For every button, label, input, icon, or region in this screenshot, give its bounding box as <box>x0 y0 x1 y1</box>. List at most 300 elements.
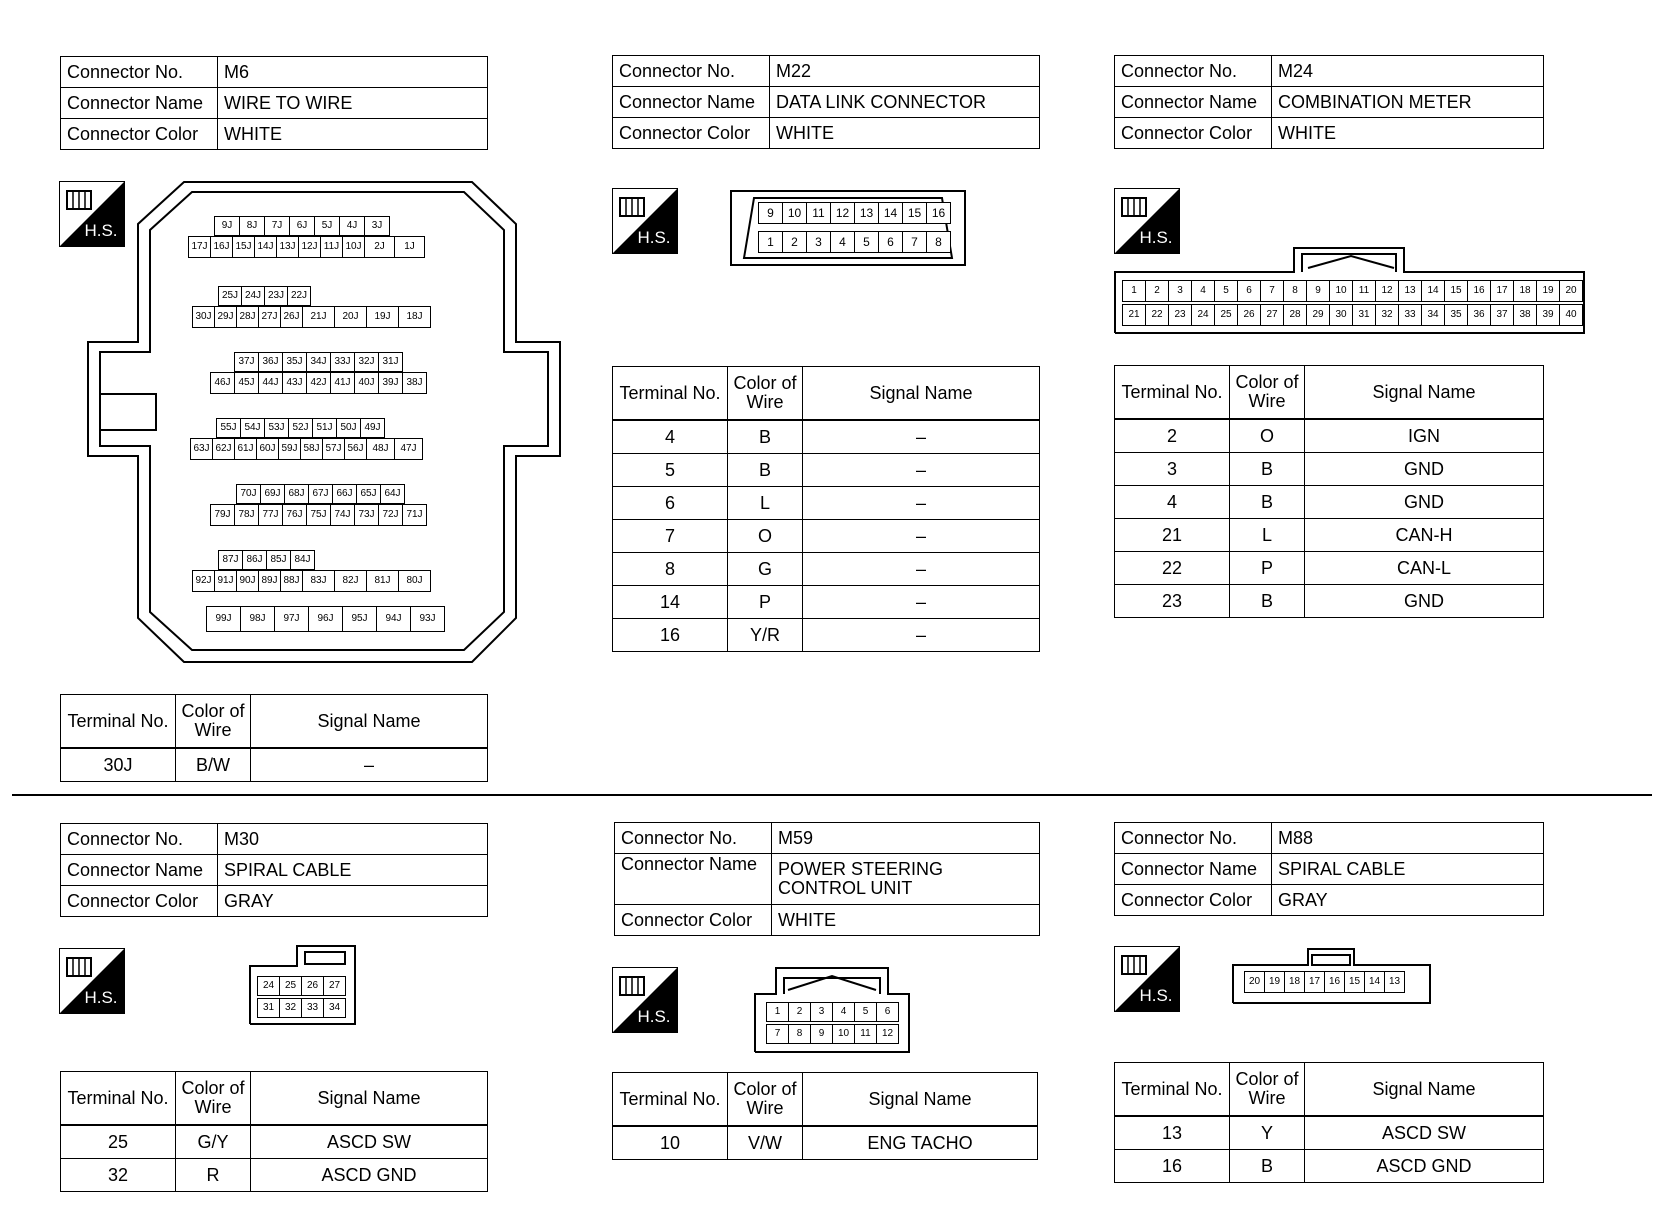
pin-cell: 15 <box>1344 971 1365 993</box>
connector-name-label: Connector Name <box>1115 87 1272 118</box>
m30-pin-grid <box>249 944 357 1026</box>
wire-color-cell: G/Y <box>176 1125 251 1159</box>
pin-cell: 8 <box>1283 280 1307 302</box>
wire-color-cell: V/W <box>728 1126 803 1160</box>
pin-cell: 80J <box>398 570 431 592</box>
color-of-wire-line-2: Wire <box>1248 1088 1286 1108</box>
m22-terminal-table <box>612 366 1040 652</box>
section-divider <box>12 794 1652 796</box>
color-of-wire-line-2: Wire <box>746 1098 784 1118</box>
terminal-no-cell: 30J <box>61 748 176 782</box>
m24-connector-no: M24 <box>1272 56 1544 87</box>
pin-cell: 4 <box>832 1002 855 1022</box>
pin-cell: 30J <box>192 306 215 328</box>
table-row <box>613 586 1040 619</box>
pin-cell: 2 <box>1145 280 1169 302</box>
pin-cell: 14 <box>1364 971 1385 993</box>
pin-cell: 26 <box>1237 304 1261 326</box>
pin-cell: 33J <box>330 352 355 372</box>
pin-cell: 81J <box>366 570 399 592</box>
pin-cell: 3J <box>364 216 390 236</box>
signal-name-header: Signal Name <box>251 695 488 749</box>
pin-cell: 3 <box>1168 280 1192 302</box>
pin-cell: 40J <box>354 372 379 394</box>
harness-side-icon <box>612 967 678 1033</box>
pin-cell: 2J <box>364 236 395 258</box>
pin-cell: 94J <box>376 606 411 632</box>
pin-cell: 22 <box>1145 304 1169 326</box>
pin-cell: 4 <box>830 231 855 253</box>
terminal-no-cell: 16 <box>1115 1150 1230 1183</box>
pin-cell: 74J <box>330 504 355 526</box>
wire-color-cell: O <box>728 520 803 553</box>
pin-cell: 29 <box>1306 304 1330 326</box>
hs-label: H.S. <box>637 1007 671 1026</box>
pin-cell: 26 <box>301 976 324 996</box>
pin-cell: 56J <box>344 438 367 460</box>
m6-connector-color: WHITE <box>218 119 488 150</box>
pin-cell: 11J <box>320 236 343 258</box>
pin-cell: 1 <box>758 231 783 253</box>
pin-cell: 54J <box>240 418 265 438</box>
signal-name-header: Signal Name <box>803 367 1040 421</box>
hs-label: H.S. <box>637 228 671 247</box>
pin-cell: 18 <box>1284 971 1305 993</box>
m6-terminal-table <box>60 694 488 782</box>
pin-cell: 33 <box>1398 304 1422 326</box>
color-of-wire-line-1: Color of <box>1235 1069 1299 1089</box>
pin-cell: 10J <box>342 236 365 258</box>
pin-cell: 96J <box>308 606 343 632</box>
wire-color-cell: B <box>1230 1150 1305 1183</box>
pin-cell: 57J <box>322 438 345 460</box>
signal-name-cell: ASCD GND <box>251 1159 488 1192</box>
pin-cell: 78J <box>234 504 259 526</box>
m59-connector-name <box>772 854 1040 905</box>
m22-pin-grid <box>730 190 966 266</box>
pin-cell: 34 <box>323 998 346 1018</box>
signal-name-cell: IGN <box>1305 419 1544 453</box>
pin-cell: 38 <box>1513 304 1537 326</box>
pin-cell: 6 <box>1237 280 1261 302</box>
m24-info-table <box>1114 55 1544 149</box>
wire-color-cell: B <box>728 420 803 454</box>
pin-cell: 26J <box>280 306 303 328</box>
pin-cell: 84J <box>290 550 315 570</box>
signal-name-cell: GND <box>1305 585 1544 618</box>
pin-cell: 6 <box>876 1002 899 1022</box>
table-row <box>61 748 488 782</box>
terminal-no-cell: 32 <box>61 1159 176 1192</box>
pin-cell: 93J <box>410 606 445 632</box>
table-row <box>61 1159 488 1192</box>
pin-cell: 62J <box>212 438 235 460</box>
signal-name-cell: – <box>803 487 1040 520</box>
pin-cell: 98J <box>240 606 275 632</box>
pin-cell: 47J <box>394 438 423 460</box>
pin-cell: 10 <box>1329 280 1353 302</box>
pin-cell: 30 <box>1329 304 1353 326</box>
pin-cell: 3 <box>810 1002 833 1022</box>
pin-cell: 21J <box>302 306 335 328</box>
signal-name-cell: ASCD SW <box>1305 1116 1544 1150</box>
terminal-no-cell: 16 <box>613 619 728 652</box>
pin-cell: 23 <box>1168 304 1192 326</box>
pin-cell: 12 <box>1375 280 1399 302</box>
table-row <box>613 454 1040 487</box>
m59-info-table <box>614 822 1040 936</box>
pin-cell: 19J <box>366 306 399 328</box>
connector-no-label: Connector No. <box>615 823 772 854</box>
pin-cell: 23J <box>264 286 288 306</box>
pin-cell: 20 <box>1559 280 1583 302</box>
pin-cell: 10 <box>782 202 807 224</box>
pin-cell: 82J <box>334 570 367 592</box>
pin-cell: 89J <box>258 570 281 592</box>
m88-connector-color: GRAY <box>1272 885 1544 916</box>
pin-cell: 50J <box>336 418 361 438</box>
m6-info-table <box>60 56 488 150</box>
pin-cell: 35J <box>282 352 307 372</box>
terminal-no-cell: 6 <box>613 487 728 520</box>
pin-cell: 13J <box>276 236 299 258</box>
terminal-no-header: Terminal No. <box>613 367 728 421</box>
harness-side-icon <box>59 948 125 1014</box>
pin-cell: 53J <box>264 418 289 438</box>
signal-name-cell: ASCD SW <box>251 1125 488 1159</box>
pin-cell: 22J <box>287 286 311 306</box>
pin-cell: 25J <box>218 286 242 306</box>
pin-cell: 37 <box>1490 304 1514 326</box>
pin-cell: 16 <box>1467 280 1491 302</box>
table-row <box>1115 453 1544 486</box>
table-row <box>1115 519 1544 552</box>
pin-cell: 1 <box>1122 280 1146 302</box>
m30-info-table <box>60 823 488 917</box>
pin-cell: 20 <box>1244 971 1265 993</box>
terminal-no-header: Terminal No. <box>1115 366 1230 420</box>
pin-cell: 11 <box>1352 280 1376 302</box>
m22-connector-color: WHITE <box>770 118 1040 149</box>
pin-cell: 12J <box>298 236 321 258</box>
pin-cell: 36J <box>258 352 283 372</box>
connector-color-label: Connector Color <box>1115 885 1272 916</box>
connector-name-label: Connector Name <box>1115 854 1272 885</box>
wire-color-cell: L <box>728 487 803 520</box>
pin-cell: 5J <box>314 216 340 236</box>
table-row <box>1115 552 1544 585</box>
pin-cell: 99J <box>206 606 241 632</box>
pin-cell: 32 <box>1375 304 1399 326</box>
pin-cell: 9 <box>758 202 783 224</box>
pin-cell: 71J <box>402 504 427 526</box>
harness-side-icon <box>1114 188 1180 254</box>
pin-cell: 11 <box>854 1024 877 1044</box>
table-row <box>1115 1150 1544 1183</box>
terminal-no-cell: 4 <box>1115 486 1230 519</box>
m59-terminal-table <box>612 1072 1038 1160</box>
pin-cell: 9 <box>1306 280 1330 302</box>
connector-color-label: Connector Color <box>61 119 218 150</box>
color-of-wire-header <box>1230 1063 1305 1117</box>
pin-cell: 92J <box>192 570 215 592</box>
pin-cell: 13 <box>1384 971 1405 993</box>
m59-pin-grid <box>754 966 910 1054</box>
pin-cell: 36 <box>1467 304 1491 326</box>
pin-cell: 63J <box>190 438 213 460</box>
pin-cell: 25 <box>279 976 302 996</box>
terminal-no-cell: 10 <box>613 1126 728 1160</box>
color-of-wire-line-1: Color of <box>1235 372 1299 392</box>
m24-pin-grid <box>1114 246 1586 334</box>
pin-cell: 34J <box>306 352 331 372</box>
pin-cell: 9J <box>214 216 240 236</box>
m30-connector-name: SPIRAL CABLE <box>218 855 488 886</box>
pin-cell: 7 <box>766 1024 789 1044</box>
m59-name-line-2: CONTROL UNIT <box>778 878 913 898</box>
signal-name-cell: – <box>803 553 1040 586</box>
pin-cell: 28 <box>1283 304 1307 326</box>
pin-cell: 39J <box>378 372 403 394</box>
terminal-no-cell: 5 <box>613 454 728 487</box>
terminal-no-header: Terminal No. <box>61 1072 176 1126</box>
pin-cell: 40 <box>1559 304 1583 326</box>
pin-cell: 29J <box>214 306 237 328</box>
pin-cell: 5 <box>854 231 879 253</box>
color-of-wire-header <box>176 1072 251 1126</box>
wire-color-cell: B <box>728 454 803 487</box>
terminal-no-cell: 21 <box>1115 519 1230 552</box>
pin-cell: 13 <box>1398 280 1422 302</box>
pin-cell: 33 <box>301 998 324 1018</box>
pin-cell: 5 <box>854 1002 877 1022</box>
pin-cell: 12 <box>830 202 855 224</box>
pin-cell: 17 <box>1490 280 1514 302</box>
harness-side-icon <box>612 188 678 254</box>
m88-terminal-table <box>1114 1062 1544 1183</box>
pin-cell: 58J <box>300 438 323 460</box>
pin-cell: 5 <box>1214 280 1238 302</box>
connector-no-label: Connector No. <box>61 824 218 855</box>
pin-cell: 14J <box>254 236 277 258</box>
signal-name-cell: – <box>803 454 1040 487</box>
pin-cell: 21 <box>1122 304 1146 326</box>
pin-cell: 8J <box>239 216 265 236</box>
terminal-no-cell: 23 <box>1115 585 1230 618</box>
pin-cell: 20J <box>334 306 367 328</box>
pin-cell: 19 <box>1264 971 1285 993</box>
pin-cell: 72J <box>378 504 403 526</box>
connector-no-label: Connector No. <box>613 56 770 87</box>
pin-cell: 34 <box>1421 304 1445 326</box>
pin-cell: 7 <box>1260 280 1284 302</box>
pin-cell: 4J <box>339 216 365 236</box>
m6-connector-name: WIRE TO WIRE <box>218 88 488 119</box>
wire-color-cell: B <box>1230 585 1305 618</box>
color-of-wire-header <box>728 367 803 421</box>
signal-name-cell: – <box>803 619 1040 652</box>
pin-cell: 7 <box>902 231 927 253</box>
terminal-no-header: Terminal No. <box>613 1073 728 1127</box>
table-row <box>613 420 1040 454</box>
m88-pin-grid <box>1232 947 1432 1005</box>
pin-cell: 4 <box>1191 280 1215 302</box>
signal-name-cell: GND <box>1305 453 1544 486</box>
pin-cell: 24J <box>241 286 265 306</box>
pin-cell: 85J <box>266 550 291 570</box>
pin-cell: 10 <box>832 1024 855 1044</box>
pin-cell: 45J <box>234 372 259 394</box>
m6-pin-grid <box>86 180 566 680</box>
pin-cell: 66J <box>332 484 357 504</box>
pin-cell: 49J <box>360 418 385 438</box>
color-of-wire-line-1: Color of <box>181 701 245 721</box>
pin-cell: 14 <box>878 202 903 224</box>
pin-cell: 79J <box>210 504 235 526</box>
m30-connector-no: M30 <box>218 824 488 855</box>
pin-cell: 73J <box>354 504 379 526</box>
terminal-no-cell: 3 <box>1115 453 1230 486</box>
pin-cell: 16 <box>926 202 951 224</box>
signal-name-cell: CAN-H <box>1305 519 1544 552</box>
pin-cell: 35 <box>1444 304 1468 326</box>
pin-cell: 91J <box>214 570 237 592</box>
connector-color-label: Connector Color <box>1115 118 1272 149</box>
wire-color-cell: B <box>1230 453 1305 486</box>
m30-terminal-table <box>60 1071 488 1192</box>
m24-terminal-table <box>1114 365 1544 618</box>
terminal-no-cell: 4 <box>613 420 728 454</box>
table-row <box>61 1125 488 1159</box>
signal-name-header: Signal Name <box>803 1073 1038 1127</box>
m88-info-table <box>1114 822 1544 916</box>
table-row <box>1115 419 1544 453</box>
color-of-wire-line-1: Color of <box>733 373 797 393</box>
table-row <box>613 520 1040 553</box>
table-row <box>1115 585 1544 618</box>
m22-info-table <box>612 55 1040 149</box>
pin-cell: 46J <box>210 372 235 394</box>
pin-cell: 16 <box>1324 971 1345 993</box>
connector-name-label: Connector Name <box>61 855 218 886</box>
color-of-wire-line-1: Color of <box>733 1079 797 1099</box>
pin-cell: 14 <box>1421 280 1445 302</box>
pin-cell: 83J <box>302 570 335 592</box>
hs-label: H.S. <box>84 221 118 240</box>
pin-cell: 87J <box>218 550 243 570</box>
pin-cell: 25 <box>1214 304 1238 326</box>
pin-cell: 16J <box>210 236 233 258</box>
connector-no-label: Connector No. <box>1115 823 1272 854</box>
signal-name-cell: – <box>803 586 1040 619</box>
connector-color-label: Connector Color <box>613 118 770 149</box>
signal-name-cell: ASCD GND <box>1305 1150 1544 1183</box>
pin-cell: 31 <box>257 998 280 1018</box>
pin-cell: 1J <box>394 236 425 258</box>
terminal-no-header: Terminal No. <box>1115 1063 1230 1117</box>
wire-color-cell: G <box>728 553 803 586</box>
pin-cell: 59J <box>278 438 301 460</box>
pin-cell: 69J <box>260 484 285 504</box>
pin-cell: 31 <box>1352 304 1376 326</box>
pin-cell: 6 <box>878 231 903 253</box>
wire-color-cell: R <box>176 1159 251 1192</box>
m24-connector-color: WHITE <box>1272 118 1544 149</box>
signal-name-header: Signal Name <box>251 1072 488 1126</box>
pin-cell: 76J <box>282 504 307 526</box>
pin-cell: 32 <box>279 998 302 1018</box>
pin-cell: 75J <box>306 504 331 526</box>
pin-cell: 18 <box>1513 280 1537 302</box>
pin-cell: 15 <box>1444 280 1468 302</box>
table-row <box>1115 486 1544 519</box>
table-row <box>1115 1116 1544 1150</box>
m22-connector-no: M22 <box>770 56 1040 87</box>
pin-cell: 17J <box>188 236 211 258</box>
connector-name-label: Connector Name <box>613 87 770 118</box>
terminal-no-header: Terminal No. <box>61 695 176 749</box>
m6-connector-no: M6 <box>218 57 488 88</box>
pin-cell: 67J <box>308 484 333 504</box>
color-of-wire-line-2: Wire <box>1248 391 1286 411</box>
wire-color-cell: O <box>1230 419 1305 453</box>
terminal-no-cell: 14 <box>613 586 728 619</box>
pin-cell: 39 <box>1536 304 1560 326</box>
harness-side-icon <box>1114 946 1180 1012</box>
pin-cell: 38J <box>402 372 427 394</box>
m24-connector-name: COMBINATION METER <box>1272 87 1544 118</box>
signal-name-cell: CAN-L <box>1305 552 1544 585</box>
signal-name-cell: – <box>251 748 488 782</box>
pin-cell: 41J <box>330 372 355 394</box>
signal-name-cell: – <box>803 420 1040 454</box>
connector-color-label: Connector Color <box>615 905 772 936</box>
pin-cell: 18J <box>398 306 431 328</box>
signal-name-cell: ENG TACHO <box>803 1126 1038 1160</box>
pin-cell: 17 <box>1304 971 1325 993</box>
m59-connector-color: WHITE <box>772 905 1040 936</box>
color-of-wire-header <box>1230 366 1305 420</box>
table-row <box>613 487 1040 520</box>
m30-connector-color: GRAY <box>218 886 488 917</box>
pin-cell: 6J <box>289 216 315 236</box>
wire-color-cell: L <box>1230 519 1305 552</box>
pin-cell: 48J <box>366 438 395 460</box>
pin-cell: 65J <box>356 484 381 504</box>
wire-color-cell: Y <box>1230 1116 1305 1150</box>
pin-cell: 27 <box>1260 304 1284 326</box>
wire-color-cell: Y/R <box>728 619 803 652</box>
hs-label: H.S. <box>84 988 118 1007</box>
color-of-wire-line-2: Wire <box>746 392 784 412</box>
terminal-no-cell: 2 <box>1115 419 1230 453</box>
m22-connector-name: DATA LINK CONNECTOR <box>770 87 1040 118</box>
wire-color-cell: P <box>1230 552 1305 585</box>
pin-cell: 44J <box>258 372 283 394</box>
pin-cell: 88J <box>280 570 303 592</box>
pin-cell: 27 <box>323 976 346 996</box>
pin-cell: 3 <box>806 231 831 253</box>
pin-cell: 11 <box>806 202 831 224</box>
pin-cell: 9 <box>810 1024 833 1044</box>
terminal-no-cell: 7 <box>613 520 728 553</box>
table-row <box>613 1126 1038 1160</box>
connector-name-label: Connector Name <box>615 854 772 905</box>
color-of-wire-header <box>728 1073 803 1127</box>
pin-cell: 15J <box>232 236 255 258</box>
pin-cell: 52J <box>288 418 313 438</box>
pin-cell: 8 <box>788 1024 811 1044</box>
